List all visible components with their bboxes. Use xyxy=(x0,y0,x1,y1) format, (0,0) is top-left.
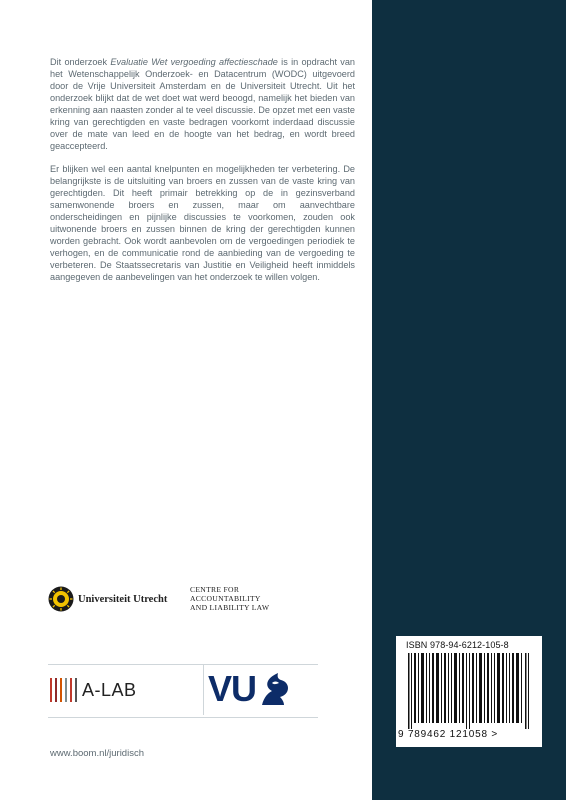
website-url: www.boom.nl/juridisch xyxy=(50,748,144,759)
uu-sun-emblem-icon xyxy=(48,586,74,612)
blurb xyxy=(50,56,355,294)
alab-text: A-LAB xyxy=(82,679,137,700)
alab-bars-icon xyxy=(50,678,80,702)
alab-logo xyxy=(50,677,137,703)
blurb-paragraph-2: Er blijken wel een aantal knelpunten en mogelijkheden ter verbetering. De belangrijkste is de uitsluiting van broers en zussen van de vaste kring van gerechtigden. Dit heeft primair betrekking op de in gezinsverband samenwonende broers en zussen, maar om aanvechtbare onderscheidingen en pijnlijke discussies te voorkomen, zouden ook uitwonende broers en zussen binnen de kring der gerechtigden kunnen worden gebracht. Ook wordt aanbevolen om de vergoedingen periodiek te verhogen, en de communicatie rond de aanbieding van de vergoeding te verbeteren. De Staatssecretaris van Justitie en Veiligheid heeft inmiddels aangegeven de aanbevelingen van het onderzoek te willen volgen. xyxy=(50,164,355,282)
logo-divider-bottom xyxy=(48,717,318,718)
uu-logo xyxy=(48,585,188,613)
uu-name: Universiteit Utrecht xyxy=(78,593,168,605)
vu-logo xyxy=(208,668,292,709)
centre-logo xyxy=(190,585,269,612)
centre-line-3: AND LIABILITY LAW xyxy=(190,603,270,612)
vu-text: VU xyxy=(208,668,257,709)
logo-divider-vertical xyxy=(203,665,204,715)
vu-griffin-icon xyxy=(258,671,292,707)
centre-line-2: ACCOUNTABILITY xyxy=(190,594,261,603)
logo-divider-top xyxy=(48,664,318,665)
isbn-barcode xyxy=(396,636,542,747)
blurb-p1-rest: is in opdracht van het Wetenschappelijk Onderzoek- en Datacentrum (WODC) uitgevoerd door de Vrije Universiteit Amsterdam en de Universiteit Utrecht. Uit het onderzoek blijkt dat de wet doet wat werd beoogd, namelijk het bieden van erkenning aan naasten zonder al te veel discussie. De opzet met een vaste kring van gerechtigden en vaste bedragen voorkomt inderdaad discussie over de mate van leed en de hoogte van het bedrag, en wordt breed geaccepteerd. xyxy=(50,57,355,151)
blurb-paragraph-1 xyxy=(50,56,355,152)
report-title: Evaluatie Wet vergoeding affectieschade xyxy=(110,57,278,67)
centre-line-1: CENTRE FOR xyxy=(190,585,240,594)
barcode-number: 9 789462 121058 > xyxy=(398,729,499,740)
blurb-intro: Dit onderzoek xyxy=(50,57,111,67)
barcode-bars xyxy=(408,653,530,729)
isbn-label: ISBN 978-94-6212-105-8 xyxy=(406,640,509,650)
